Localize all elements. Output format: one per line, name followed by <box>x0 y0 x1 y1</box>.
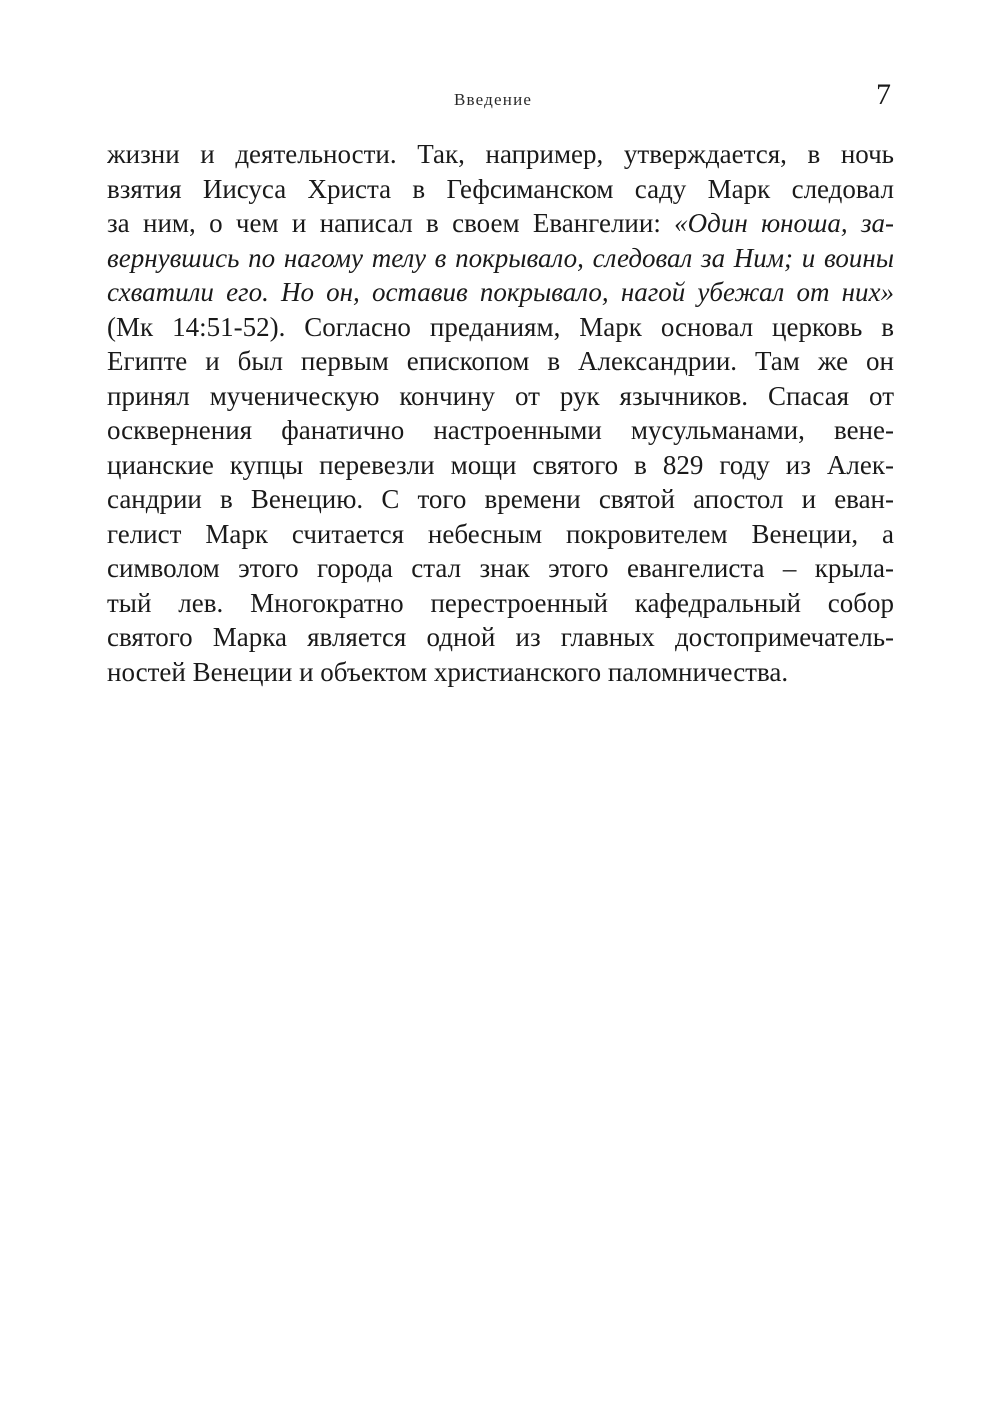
body-text-segment: цианские купцы перевезли мощи святого в 829 году из Алек- <box>107 449 894 480</box>
text-line <box>107 586 894 621</box>
body-text-segment: сандрии в Венецию. С того времени святой апостол и еван- <box>107 484 894 514</box>
body-text-segment: символом этого города стал знак этого евангелиста – крыла- <box>107 553 894 583</box>
body-text-segment: гелист Марк считается небесным покровителем Венеции, а <box>107 518 894 549</box>
body-text-segment: тый лев. Многократно перестроенный кафедральный собор <box>107 587 894 618</box>
text-line <box>107 517 894 552</box>
body-text-segment: Египте и был первым епископом в Александрии. Там же он <box>107 346 894 376</box>
text-line <box>107 413 894 448</box>
page-number: 7 <box>876 78 891 111</box>
quotation-text: схватили его. Но он, оставив покрывало, нагой убежал от них» <box>107 277 894 307</box>
body-text-segment: осквернения фанатично настроенными мусульманами, вене- <box>107 415 894 445</box>
text-line <box>107 344 894 379</box>
text-line <box>107 551 894 586</box>
text-line <box>107 620 894 655</box>
body-paragraph <box>107 137 894 689</box>
text-line <box>107 310 894 345</box>
body-text-segment: за ним, о чем и написал в своем Евангелии: <box>107 208 675 238</box>
body-text-segment: (Мк 14:51-52). Согласно преданиям, Марк основал церковь в <box>107 311 894 342</box>
body-text-segment: принял мученическую кончину от рук язычников. Спасая от <box>107 380 894 411</box>
body-text-segment: святого Марка является одной из главных достопримечатель- <box>107 622 894 652</box>
body-text-segment: взятия Иисуса Христа в Гефсиманском саду Марк следовал <box>107 173 894 204</box>
text-line <box>107 172 894 207</box>
text-line <box>107 448 894 483</box>
body-text-segment: ностей Венеции и объектом христианского паломничества. <box>107 656 789 687</box>
quotation-text: «Один юноша, за- <box>674 208 894 238</box>
body-text-segment: жизни и деятельности. Так, например, утверждается, в ночь <box>107 139 894 169</box>
text-line <box>107 482 894 517</box>
running-head: Введение <box>454 90 533 109</box>
text-line <box>107 655 894 690</box>
text-line <box>107 379 894 414</box>
text-line <box>107 241 894 276</box>
quotation-text: вернувшись по нагому телу в покрывало, следовал за Ним; и воины <box>107 242 894 273</box>
text-line <box>107 275 894 310</box>
text-line <box>107 206 894 241</box>
text-line <box>107 137 894 172</box>
